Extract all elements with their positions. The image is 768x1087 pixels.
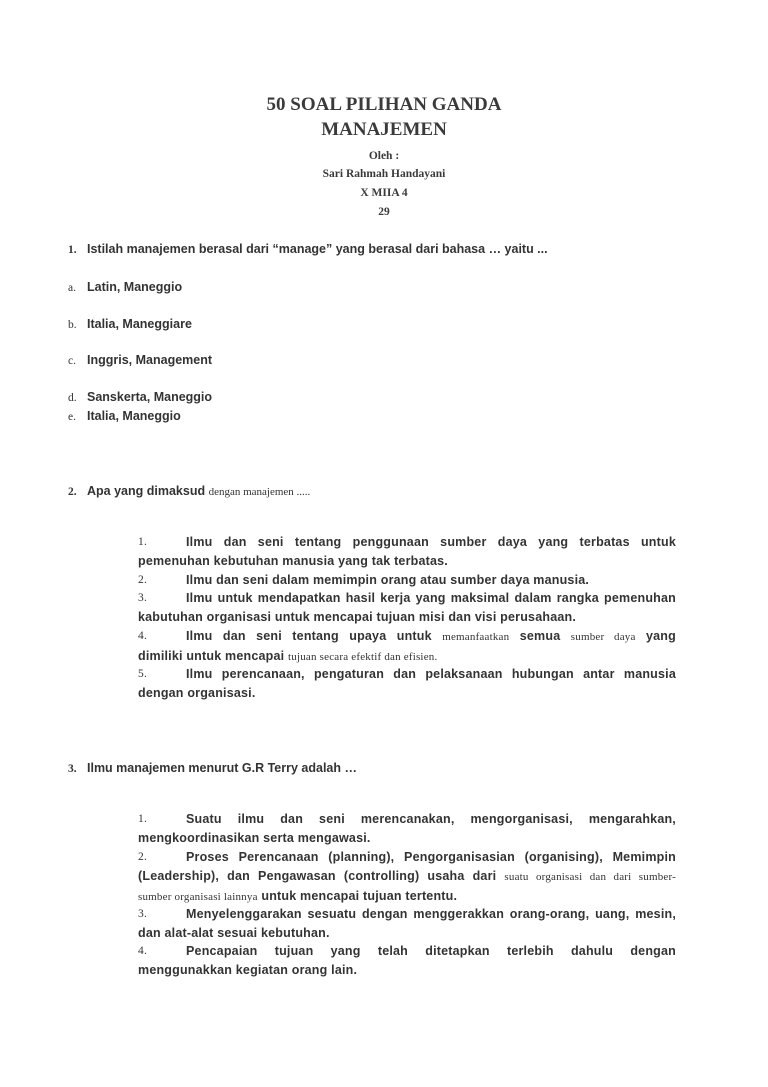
item-number: 1. <box>138 536 148 548</box>
student-number: 29 <box>378 206 390 218</box>
item-line: sumber organisasi lainnya untuk mencapai tujuan tertentu. <box>138 889 458 903</box>
question-number: 2. <box>68 486 77 498</box>
class-label: X MIIA 4 <box>360 187 408 199</box>
option-text: Latin, Maneggio <box>87 280 183 294</box>
q3-item-1 <box>138 810 676 848</box>
option-marker: d. <box>68 392 77 404</box>
option-text: Italia, Maneggiare <box>87 317 192 331</box>
q2-item-2 <box>138 571 676 590</box>
document-title-line2: MANAJEMEN <box>321 119 447 140</box>
option-text: Inggris, Management <box>87 353 213 367</box>
item-line: pemenuhan kebutuhan manusia yang tak terbatas. <box>138 554 448 568</box>
option-marker: a. <box>68 282 76 294</box>
item-line: dimiliki untuk mencapai tujuan secara efektif dan efisien. <box>138 649 438 663</box>
option-e <box>68 409 181 423</box>
option-b <box>68 317 192 331</box>
option-marker: b. <box>68 319 77 331</box>
option-text: Sanskerta, Maneggio <box>87 390 213 404</box>
q2-item-4 <box>138 627 676 667</box>
item-number: 4. <box>138 945 148 957</box>
question-2 <box>68 484 310 498</box>
item-number: 5. <box>138 668 148 680</box>
question-text-tail: dengan manajemen ..... <box>208 486 311 498</box>
question-text: Istilah manajemen berasal dari “manage” yang berasal dari bahasa … yaitu ... <box>87 242 548 256</box>
item-line: mengkoordinasikan serta mengawasi. <box>138 831 371 845</box>
item-line: kabutuhan organisasi untuk mencapai tujuan misi dan visi perusahaan. <box>138 610 577 624</box>
question-text: Apa yang dimaksud <box>87 484 206 498</box>
item-line: Ilmu dan seni tentang upaya untuk memanfaatkan semua sumber daya yang <box>186 629 676 643</box>
item-line: menggunakkan kegiatan orang lain. <box>138 963 358 977</box>
question-number: 3. <box>68 763 77 775</box>
option-c <box>68 353 212 367</box>
item-line: (Leadership), dan Pengawasan (controlling) usaha dari suatu organisasi dan dari sumber- <box>138 869 676 883</box>
option-marker: e. <box>68 411 76 423</box>
option-marker: c. <box>68 355 76 367</box>
item-number: 3. <box>138 592 148 604</box>
item-number: 3. <box>138 908 148 920</box>
question-number: 1. <box>68 244 77 256</box>
item-line: dan alat-alat sesuai kebutuhan. <box>138 926 330 940</box>
item-line: Ilmu perencanaan, pengaturan dan pelaksanaan hubungan antar manusia <box>186 667 676 681</box>
question-1 <box>68 242 548 256</box>
item-number: 2. <box>138 851 148 863</box>
question-text: Ilmu manajemen menurut G.R Terry adalah … <box>87 761 357 775</box>
author-name: Sari Rahmah Handayani <box>322 168 446 180</box>
document-title-line1: 50 SOAL PILIHAN GANDA <box>266 94 502 115</box>
q3-item-3 <box>138 905 676 943</box>
item-number: 2. <box>138 574 148 586</box>
q2-item-1 <box>138 533 676 571</box>
item-number: 4. <box>138 630 148 642</box>
option-text: Italia, Maneggio <box>87 409 181 423</box>
item-line: dengan organisasi. <box>138 686 256 700</box>
q2-item-3 <box>138 589 676 627</box>
item-line: Ilmu untuk mendapatkan hasil kerja yang maksimal dalam rangka pemenuhan <box>186 591 676 605</box>
item-line: Menyelenggarakan sesuatu dengan menggerakkan orang-orang, uang, mesin, <box>186 907 676 921</box>
q2-item-5 <box>138 665 676 703</box>
item-line: Proses Perencanaan (planning), Pengorganisasian (organising), Memimpin <box>186 850 676 864</box>
option-d <box>68 390 212 404</box>
question-3 <box>68 761 357 775</box>
item-line: Ilmu dan seni tentang penggunaan sumber daya yang terbatas untuk <box>186 535 676 549</box>
q3-item-4 <box>138 942 676 980</box>
item-number: 1. <box>138 813 148 825</box>
item-line: Ilmu dan seni dalam memimpin orang atau sumber daya manusia. <box>186 573 590 587</box>
q3-item-2 <box>138 848 676 907</box>
by-label: Oleh : <box>368 150 400 162</box>
item-line: Suatu ilmu dan seni merencanakan, mengorganisasi, mengarahkan, <box>186 812 676 826</box>
item-line: Pencapaian tujuan yang telah ditetapkan terlebih dahulu dengan <box>186 944 676 958</box>
option-a <box>68 280 182 294</box>
